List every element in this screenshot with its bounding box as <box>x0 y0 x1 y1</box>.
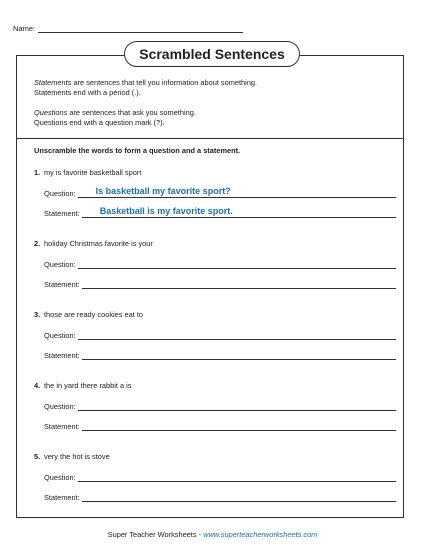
statement-row <box>44 490 396 502</box>
question-label: Question: <box>44 402 76 411</box>
problem-number: 1. <box>34 168 41 177</box>
statement-answer: Basketball is my favorite sport. <box>99 206 233 216</box>
problem-number: 2. <box>34 239 41 248</box>
question-answer: Is basketball my favorite sport? <box>95 186 231 196</box>
question-row <box>44 399 396 411</box>
question-answer-line[interactable] <box>78 328 396 340</box>
statement-label: Statement: <box>44 209 80 218</box>
statements-definition <box>34 78 257 98</box>
statement-label: Statement: <box>44 351 80 360</box>
statement-answer-line[interactable] <box>82 277 396 289</box>
problem-1 <box>34 168 394 218</box>
section-divider <box>16 138 404 139</box>
questions-term: Questions <box>34 108 68 117</box>
problem-number: 4. <box>34 381 41 390</box>
name-row <box>13 24 243 33</box>
questions-def: are sentences that ask you something. <box>67 108 196 117</box>
statement-answer-line[interactable] <box>82 490 396 502</box>
statement-label: Statement: <box>44 280 80 289</box>
question-row <box>44 328 396 340</box>
statement-row <box>44 419 396 431</box>
footer-site-link[interactable]: www.superteacherworksheets.com <box>203 530 318 539</box>
worksheet-title: Scrambled Sentences <box>124 41 300 67</box>
question-label: Question: <box>44 331 76 340</box>
footer-brand: Super Teacher Worksheets - <box>107 530 204 539</box>
problem-number: 5. <box>34 452 41 461</box>
question-label: Question: <box>44 260 76 269</box>
statements-term: Statements <box>34 78 72 87</box>
footer <box>0 530 425 539</box>
question-answer-line[interactable] <box>78 399 396 411</box>
scrambled-words: those are ready cookies eat to <box>44 310 144 319</box>
statement-row <box>44 348 396 360</box>
statement-row <box>44 277 396 289</box>
statement-answer-line[interactable] <box>82 206 396 218</box>
question-row <box>44 470 396 482</box>
problem-5 <box>34 452 394 502</box>
question-row <box>44 186 396 198</box>
scrambled-words: the in yard there rabbit a is <box>44 381 132 390</box>
statement-label: Statement: <box>44 422 80 431</box>
statements-def: are sentences that tell you information about something. <box>71 78 258 87</box>
instructions: Unscramble the words to form a question and a statement. <box>34 146 241 155</box>
problem-3 <box>34 310 394 360</box>
name-field[interactable] <box>38 24 243 33</box>
statement-label: Statement: <box>44 493 80 502</box>
problem-number: 3. <box>34 310 41 319</box>
question-label: Question: <box>44 473 76 482</box>
question-answer-line[interactable] <box>78 257 396 269</box>
scrambled-words: holiday Christmas favorite is your <box>44 239 153 248</box>
statement-row <box>44 206 396 218</box>
name-label: Name: <box>13 24 36 33</box>
scrambled-words: my is favorite basketball sport <box>44 168 142 177</box>
problem-4 <box>34 381 394 431</box>
questions-definition <box>34 108 196 128</box>
question-row <box>44 257 396 269</box>
statement-answer-line[interactable] <box>82 348 396 360</box>
questions-rule: Questions end with a question mark (?). <box>34 118 165 127</box>
problem-2 <box>34 239 394 289</box>
question-label: Question: <box>44 189 76 198</box>
question-answer-line[interactable] <box>78 470 396 482</box>
statement-answer-line[interactable] <box>82 419 396 431</box>
question-answer-line[interactable] <box>78 186 396 198</box>
scrambled-words: very the hot is stove <box>44 452 110 461</box>
statements-rule: Statements end with a period (.). <box>34 88 141 97</box>
